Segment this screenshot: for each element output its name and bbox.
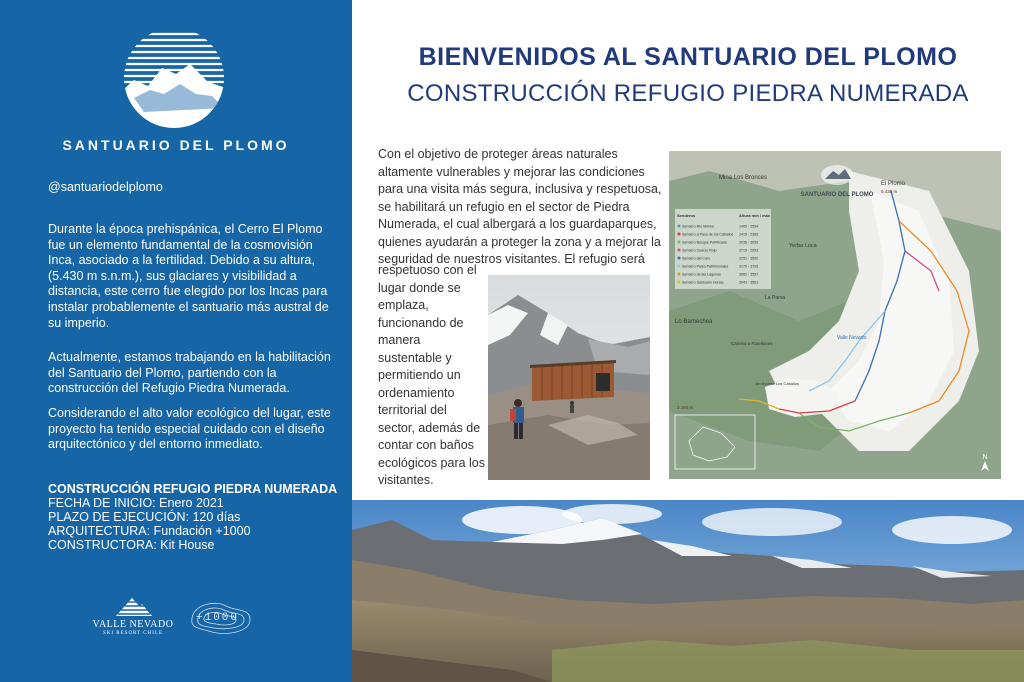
trail-map — [669, 151, 1001, 479]
legend-name-3: Sendero Cuarzo Rojo — [682, 248, 717, 253]
legend-name-2: Sendero Bosque Petrificado — [682, 240, 727, 245]
place-plomo: El Plomo — [881, 181, 906, 187]
legend-swatch-6 — [678, 273, 681, 276]
page-subtitle: CONSTRUCCIÓN REFUGIO PIEDRA NUMERADA — [407, 80, 969, 107]
intro-paragraph: Con el objetivo de proteger áreas naturales altamente vulnerables y mejorar las condiciones para una visita más segura, inclusiva y respetuosa, se habilitará un refugio en el sector de Piedra Numerada, el cual albergará a los guardaparques, quienes ayudarán a proteger la zona y a mejorar la seguridad de nuestros visitantes. El refugio será — [378, 147, 662, 266]
legend-range-2: 2036 - 3059 — [739, 240, 759, 245]
details-architecture: ARQUITECTURA: Fundación +1000 — [48, 524, 251, 538]
place-mina: Mina Los Bronces — [719, 175, 768, 181]
legend-header-trails: Senderos — [677, 213, 696, 218]
place-camino: Camino a Farellones — [731, 341, 773, 346]
legend-swatch-7 — [678, 281, 681, 284]
details-builder: CONSTRUCTORA: Kit House — [48, 538, 215, 552]
legend-name-1: Sendero a Paso de los Caballos — [682, 232, 734, 237]
legend-range-1: 1415 - 2389 — [739, 232, 759, 237]
place-yerba: Yerba Loca — [789, 243, 817, 249]
valle-nevado-name: VALLE NEVADO — [92, 619, 174, 630]
fundacion-1000-name: +1000 — [196, 612, 240, 624]
legend-swatch-2 — [678, 241, 681, 244]
valle-nevado-sub: SKI RESORT CHILE — [102, 631, 164, 636]
legend-name-4: Sendero del Caro — [682, 256, 711, 261]
place-acceso: 1er Acceso Los Caballos — [755, 381, 800, 386]
legend-header-altitude: Altura min / máx — [739, 213, 771, 218]
page-title: BIENVENIDOS AL SANTUARIO DEL PLOMO — [418, 43, 958, 71]
details-title: CONSTRUCCIÓN REFUGIO PIEDRA NUMERADA — [48, 482, 338, 496]
north-arrow: N — [982, 454, 988, 461]
place-plomo-alt: 5.430 m — [881, 189, 898, 194]
santuario-logo — [104, 28, 244, 128]
place-valle: Valle Nevado — [837, 335, 867, 341]
legend-swatch-1 — [678, 233, 681, 236]
map-logo-text: SANTUARIO DEL PLOMO — [800, 192, 874, 198]
legend-name-5: Sendero Pulso Patrimoniales — [682, 264, 729, 269]
place-parva: La Parva — [765, 295, 786, 301]
legend-range-6: 3082 - 3557 — [739, 272, 759, 277]
refuge-render-image — [488, 275, 650, 480]
legend-swatch-4 — [678, 257, 681, 260]
legend-range-7: 3043 - 3561 — [739, 280, 759, 285]
place-barnechea: Lo Barnechea — [675, 319, 713, 325]
legend-range-3: 2719 - 2953 — [739, 248, 759, 253]
legend-name-7: Sendero Santuario Honaa — [682, 280, 724, 285]
legend-range-0: 1400 - 2594 — [739, 224, 759, 229]
details-term: PLAZO DE EJECUCIÓN: 120 días — [48, 510, 241, 524]
legend-name-6: Sendero de las Lagunas — [682, 272, 721, 277]
legend-swatch-5 — [678, 265, 681, 268]
social-handle[interactable]: @santuariodelplomo — [48, 180, 163, 194]
history-paragraph: Durante la época prehispánica, el Cerro El Plomo fue un elemento fundamental de la cosmovisión Inca, asociado a la fertilidad. Debido a su altura, (5.430 m s.n.m.), sus glaciares y visibilidad a distancia, este cerro fue elegido por los Incas para instalar probablemente el santuario más austral de su imperio. — [48, 222, 329, 330]
sidebar-panel — [0, 0, 352, 682]
legend-range-4: 3151 - 3502 — [739, 256, 759, 261]
place-alt2: 3.160 m — [677, 405, 694, 410]
legend-name-0: Sendero Río Molina — [682, 224, 714, 229]
current-work-paragraph: Actualmente, estamos trabajando en la habilitación del Santuario del Plomo, partiendo con la construcción del Refugio Piedra Numerada. — [48, 350, 331, 396]
brand-name: SANTUARIO DEL PLOMO — [62, 137, 290, 153]
legend-range-5: 3170 - 3705 — [739, 264, 759, 269]
ecology-paragraph: Considerando el alto valor ecológico del lugar, este proyecto ha tenido especial cuidado con el diseño arquitectónico y del entorno inmediato. — [48, 406, 331, 452]
project-details — [48, 482, 337, 552]
intro-paragraph-continued: respetuoso con el lugar donde se emplaza, funcionando de manera sustentable y permitiendo un ordenamiento territorial del sector, además de contar con baños ecológicos para los visitantes. — [378, 263, 486, 487]
panorama-photo — [352, 500, 1024, 682]
details-start-date: FECHA DE INICIO: Enero 2021 — [48, 496, 224, 510]
legend-swatch-0 — [678, 225, 681, 228]
legend-swatch-3 — [678, 249, 681, 252]
